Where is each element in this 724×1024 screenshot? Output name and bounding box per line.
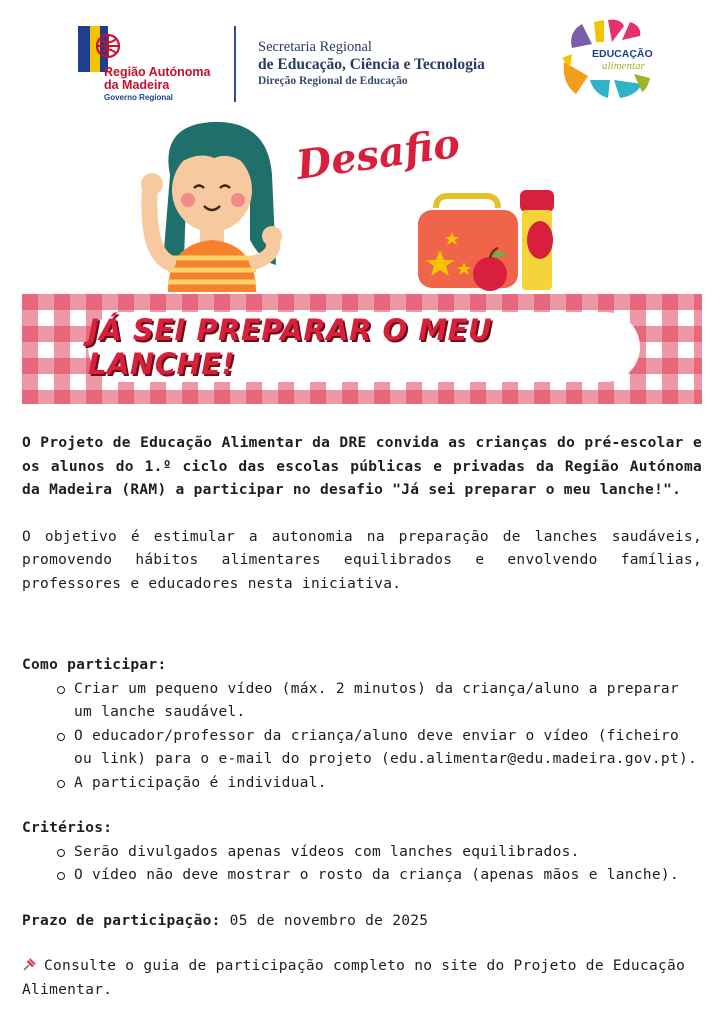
desafio-label: Desafio <box>293 119 463 189</box>
ram-name: Região Autónoma da Madeira <box>104 65 211 92</box>
deadline-label: Prazo de participação: <box>22 912 221 929</box>
secretaria-block <box>258 38 485 89</box>
header-divider <box>234 26 236 102</box>
intro-paragraph: O Projeto de Educação Alimentar da DRE convida as crianças do pré-escolar e os alunos do 1.º ciclo das escolas públicas e privadas da Região Autónoma da Madeira (RAM) a participar no desafio "Já sei preparar o meu lanche!". <box>22 435 702 498</box>
criteria-list <box>22 841 702 888</box>
ea-logo-text-2: alimentar <box>602 60 645 72</box>
how-list <box>22 678 702 796</box>
deadline-value: 05 de novembro de 2025 <box>220 912 429 929</box>
girl-icon <box>141 122 282 292</box>
bottle-icon <box>520 190 554 290</box>
list-item: Criar um pequeno vídeo (máx. 2 minutos) da criança/aluno a preparar um lanche saudável. <box>74 678 702 725</box>
list-item: O vídeo não deve mostrar o rosto da criança (apenas mãos e lanche). <box>74 864 702 888</box>
body-content <box>22 432 702 1017</box>
page-title: JÁ SEI PREPARAR O MEU LANCHE! <box>88 313 493 381</box>
consult-text: Consulte o guia de participação completo no site do Projeto de Educação Alimentar. <box>22 958 686 998</box>
how-title: Como participar: <box>22 657 167 673</box>
criteria-title: Critérios: <box>22 820 113 836</box>
list-item: A participação é individual. <box>74 772 702 796</box>
secretaria-line-1: Secretaria Regional <box>258 39 372 55</box>
goal-paragraph: O objetivo é estimular a autonomia na preparação de lanches saudáveis, promovendo hábitos alimentares equilibrados e envolvendo famílias, professores e educadores nesta iniciativa. <box>22 528 702 592</box>
list-item: O educador/professor da criança/aluno deve enviar o vídeo (ficheiro ou link) para o e-mail do projeto (edu.alimentar@edu.madeira.gov.pt). <box>74 725 702 772</box>
deadline-line <box>22 910 702 934</box>
ram-gov: Governo Regional <box>104 93 173 102</box>
ea-logo-text-1: EDUCAÇÃO <box>592 48 653 60</box>
secretaria-line-3: Direção Regional de Educação <box>258 75 408 87</box>
list-item: Serão divulgados apenas vídeos com lanches equilibrados. <box>74 841 702 865</box>
ram-logo <box>78 26 228 106</box>
consult-paragraph <box>22 955 702 1002</box>
criteria-section <box>22 817 702 888</box>
ram-text <box>104 66 224 102</box>
secretaria-line-2: de Educação, Ciência e Tecnologia <box>258 56 485 73</box>
how-section <box>22 654 702 795</box>
pushpin-icon <box>22 956 38 972</box>
